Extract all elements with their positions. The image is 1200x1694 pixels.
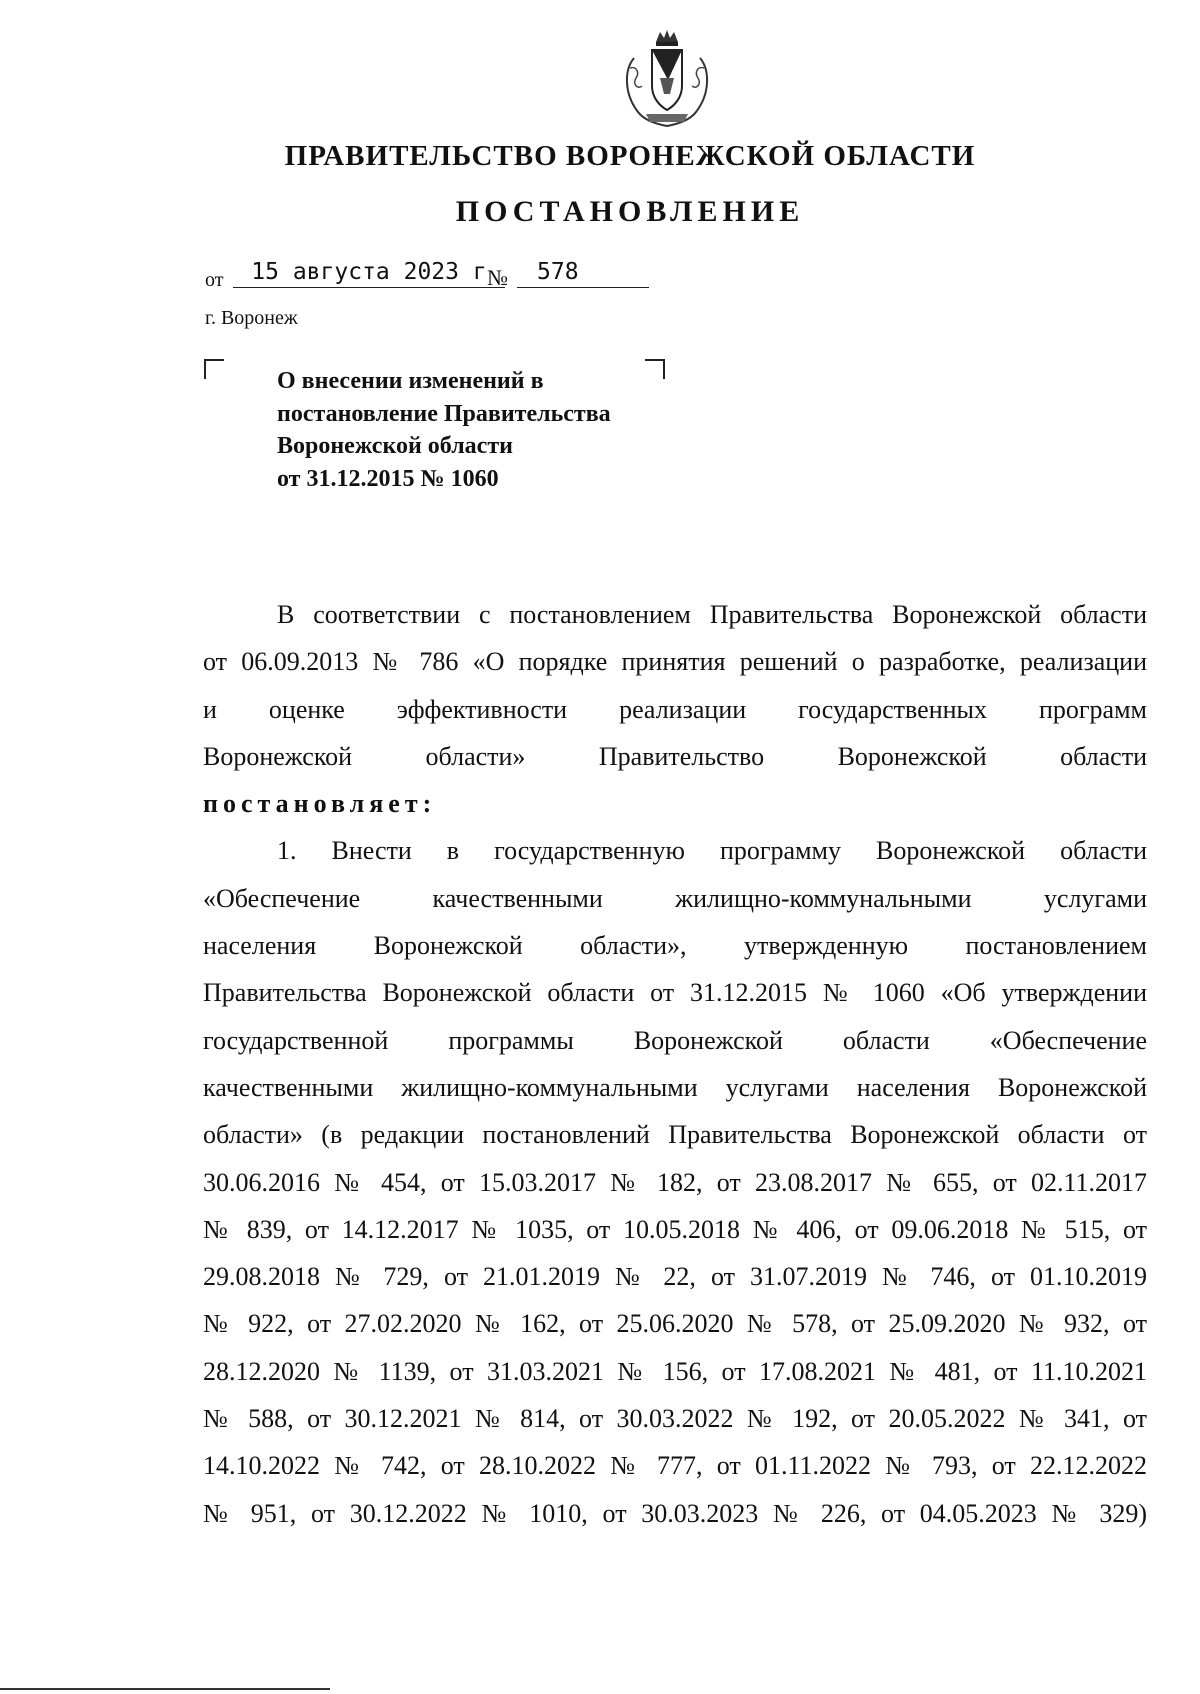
paragraph-line: населения Воронежской области», утвержденную постановлением [203, 931, 1147, 961]
document-number: 578 [517, 257, 649, 288]
paragraph-line: 30.06.2016 № 454, от 15.03.2017 № 182, от 23.08.2017 № 655, от 02.11.2017 [203, 1167, 1147, 1197]
document-subject [277, 365, 611, 495]
paragraph-line: 28.12.2020 № 1139, от 31.03.2021 № 156, от 17.08.2021 № 481, от 11.10.2021 [203, 1356, 1147, 1386]
subject-bracket-left [204, 359, 224, 379]
paragraph-line: качественными жилищно-коммунальными услугами населения Воронежской [203, 1072, 1147, 1102]
paragraph-line: 1. Внести в государственную программу Воронежской области [277, 836, 1147, 866]
from-label: от [205, 269, 224, 291]
paragraph-line: Правительства Воронежской области от 31.12.2015 № 1060 «Об утверждении [203, 978, 1147, 1008]
number-label: № [487, 265, 508, 290]
paragraph-line: и оценке эффективности реализации государственных программ [203, 694, 1147, 724]
paragraph-line: № 839, от 14.12.2017 № 1035, от 10.05.2018 № 406, от 09.06.2018 № 515, от [203, 1214, 1147, 1244]
paragraph-line: № 951, от 30.12.2022 № 1010, от 30.03.2023 № 226, от 04.05.2023 № 329) [203, 1498, 1147, 1528]
page-bottom-rule [0, 1688, 330, 1690]
document-type-title: ПОСТАНОВЛЕНИЕ [455, 195, 805, 228]
city-label: г. Воронеж [205, 307, 298, 329]
subject-line: Воронежской области [277, 433, 513, 459]
paragraph-line: 14.10.2022 № 742, от 28.10.2022 № 777, от 01.11.2022 № 793, от 22.12.2022 [203, 1451, 1147, 1481]
paragraph-line: «Обеспечение качественными жилищно-коммунальными услугами [203, 883, 1147, 913]
paragraph-line: № 588, от 30.12.2021 № 814, от 30.03.2022 № 192, от 20.05.2022 № 341, от [203, 1404, 1147, 1434]
paragraph-line: 29.08.2018 № 729, от 21.01.2019 № 22, от 31.07.2019 № 746, от 01.10.2019 [203, 1262, 1147, 1292]
paragraph-line: области» (в редакции постановлений Правительства Воронежской области от [203, 1120, 1147, 1150]
government-title: ПРАВИТЕЛЬСТВО ВОРОНЕЖСКОЙ ОБЛАСТИ [284, 140, 976, 172]
paragraph-line: Воронежской области» Правительство Воронежской области [203, 741, 1147, 771]
paragraph-line: от 06.09.2013 № 786 «О порядке принятия решений о разработке, реализации [203, 647, 1147, 677]
document-date: 15 августа 2023 г [233, 257, 505, 288]
subject-bracket-right [645, 359, 665, 379]
date-number-line [205, 257, 675, 291]
paragraph-line: № 922, от 27.02.2020 № 162, от 25.06.2020 № 578, от 25.09.2020 № 932, от [203, 1309, 1147, 1339]
subject-line: О внесении изменений в [277, 368, 544, 394]
paragraph-line: В соответствии с постановлением Правительства Воронежской области [277, 600, 1147, 629]
paragraph-line: государственной программы Воронежской области «Обеспечение [203, 1025, 1147, 1055]
subject-line: от 31.12.2015 № 1060 [277, 465, 499, 492]
subject-line: постановление Правительства [277, 400, 611, 427]
voronezh-coat-of-arms-icon [620, 28, 714, 130]
document-body [203, 591, 1147, 1537]
decree-word: постановляет: [203, 789, 437, 819]
